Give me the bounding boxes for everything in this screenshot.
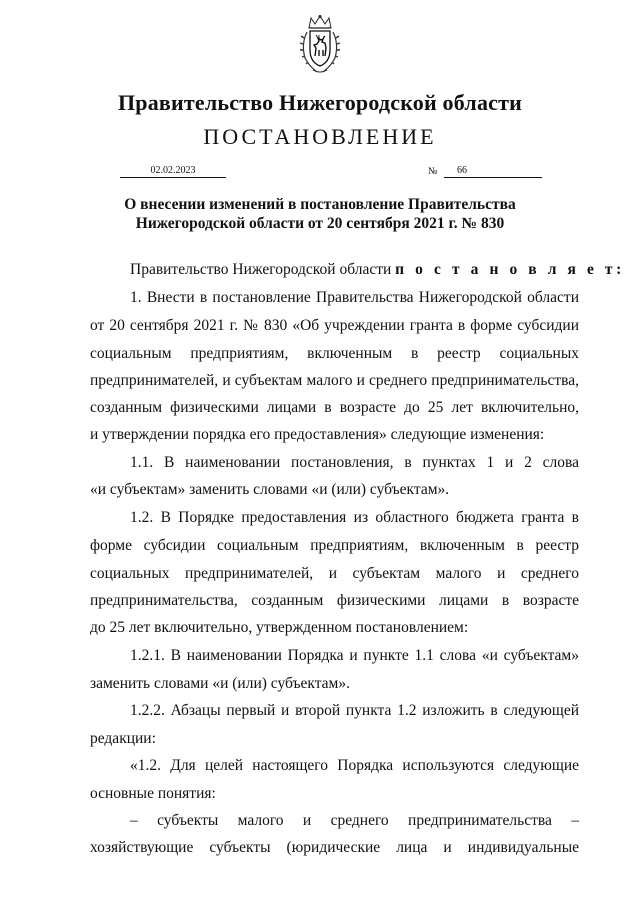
body-line: созданным физическими лицами в возрасте до 25 лет включительно, bbox=[90, 399, 579, 416]
document-subject bbox=[0, 195, 640, 233]
coat-of-arms-icon bbox=[299, 14, 341, 76]
subject-line: О внесении изменений в постановление Правительства bbox=[124, 196, 516, 213]
body-line: основные понятия: bbox=[90, 785, 216, 802]
document-type: ПОСТАНОВЛЕНИЕ bbox=[203, 124, 437, 149]
body-line: социальным предприятиям, включенным в реестр социальных bbox=[90, 345, 579, 362]
body-line: редакции: bbox=[90, 730, 156, 747]
number-sign: № bbox=[428, 166, 438, 177]
intro-line bbox=[130, 261, 625, 279]
organization-title: Правительство Нижегородской области bbox=[117, 90, 522, 115]
body-line: 1.1. В наименовании постановления, в пунктах 1 и 2 слова bbox=[130, 454, 579, 471]
body-line: 1.2. В Порядке предоставления из областного бюджета гранта в bbox=[130, 509, 579, 526]
subject-line: Нижегородской области от 20 сентября 2021 г. № 830 bbox=[135, 215, 505, 232]
body-line: и утверждении порядка его предоставления» следующие изменения: bbox=[90, 426, 545, 443]
body-line: до 25 лет включительно, утвержденном постановлением: bbox=[90, 619, 469, 636]
body-line: заменить словами «и (или) субъектам». bbox=[90, 675, 350, 692]
document-date: 02.02.2023 bbox=[120, 165, 226, 178]
body-line: предпринимателей, и субъектам малого и среднего предпринимательства, bbox=[90, 372, 579, 389]
body-line: 1.2.1. В наименовании Порядка и пункте 1.1 слова «и субъектам» bbox=[130, 647, 579, 664]
decree-verb: п о с т а н о в л я е т: bbox=[395, 261, 625, 278]
body-line: «1.2. Для целей настоящего Порядка используются следующие bbox=[130, 757, 579, 774]
body-line: от 20 сентября 2021 г. № 830 «Об учреждении гранта в форме субсидии bbox=[90, 317, 579, 334]
intro-text: Правительство Нижегородской области bbox=[130, 261, 396, 278]
body-line: 1.2.2. Абзацы первый и второй пункта 1.2 изложить в следующей bbox=[130, 702, 579, 719]
body-line: «и субъектам» заменить словами «и (или) субъектам». bbox=[90, 481, 450, 498]
body-line: 1. Внести в постановление Правительства Нижегородской области bbox=[130, 289, 579, 306]
body-line: – субъекты малого и среднего предпринимательства – bbox=[130, 812, 579, 829]
body-line: форме субсидии социальным предприятиям, включенным в реестр bbox=[90, 537, 579, 554]
document-number: 66 bbox=[444, 165, 542, 178]
body-line: социальных предпринимателей, и субъектам малого и среднего bbox=[90, 565, 579, 582]
body-line: хозяйствующие субъекты (юридические лица и индивидуальные bbox=[90, 839, 579, 856]
body-line: предпринимательства, созданным физическими лицами в возрасте bbox=[90, 592, 579, 609]
